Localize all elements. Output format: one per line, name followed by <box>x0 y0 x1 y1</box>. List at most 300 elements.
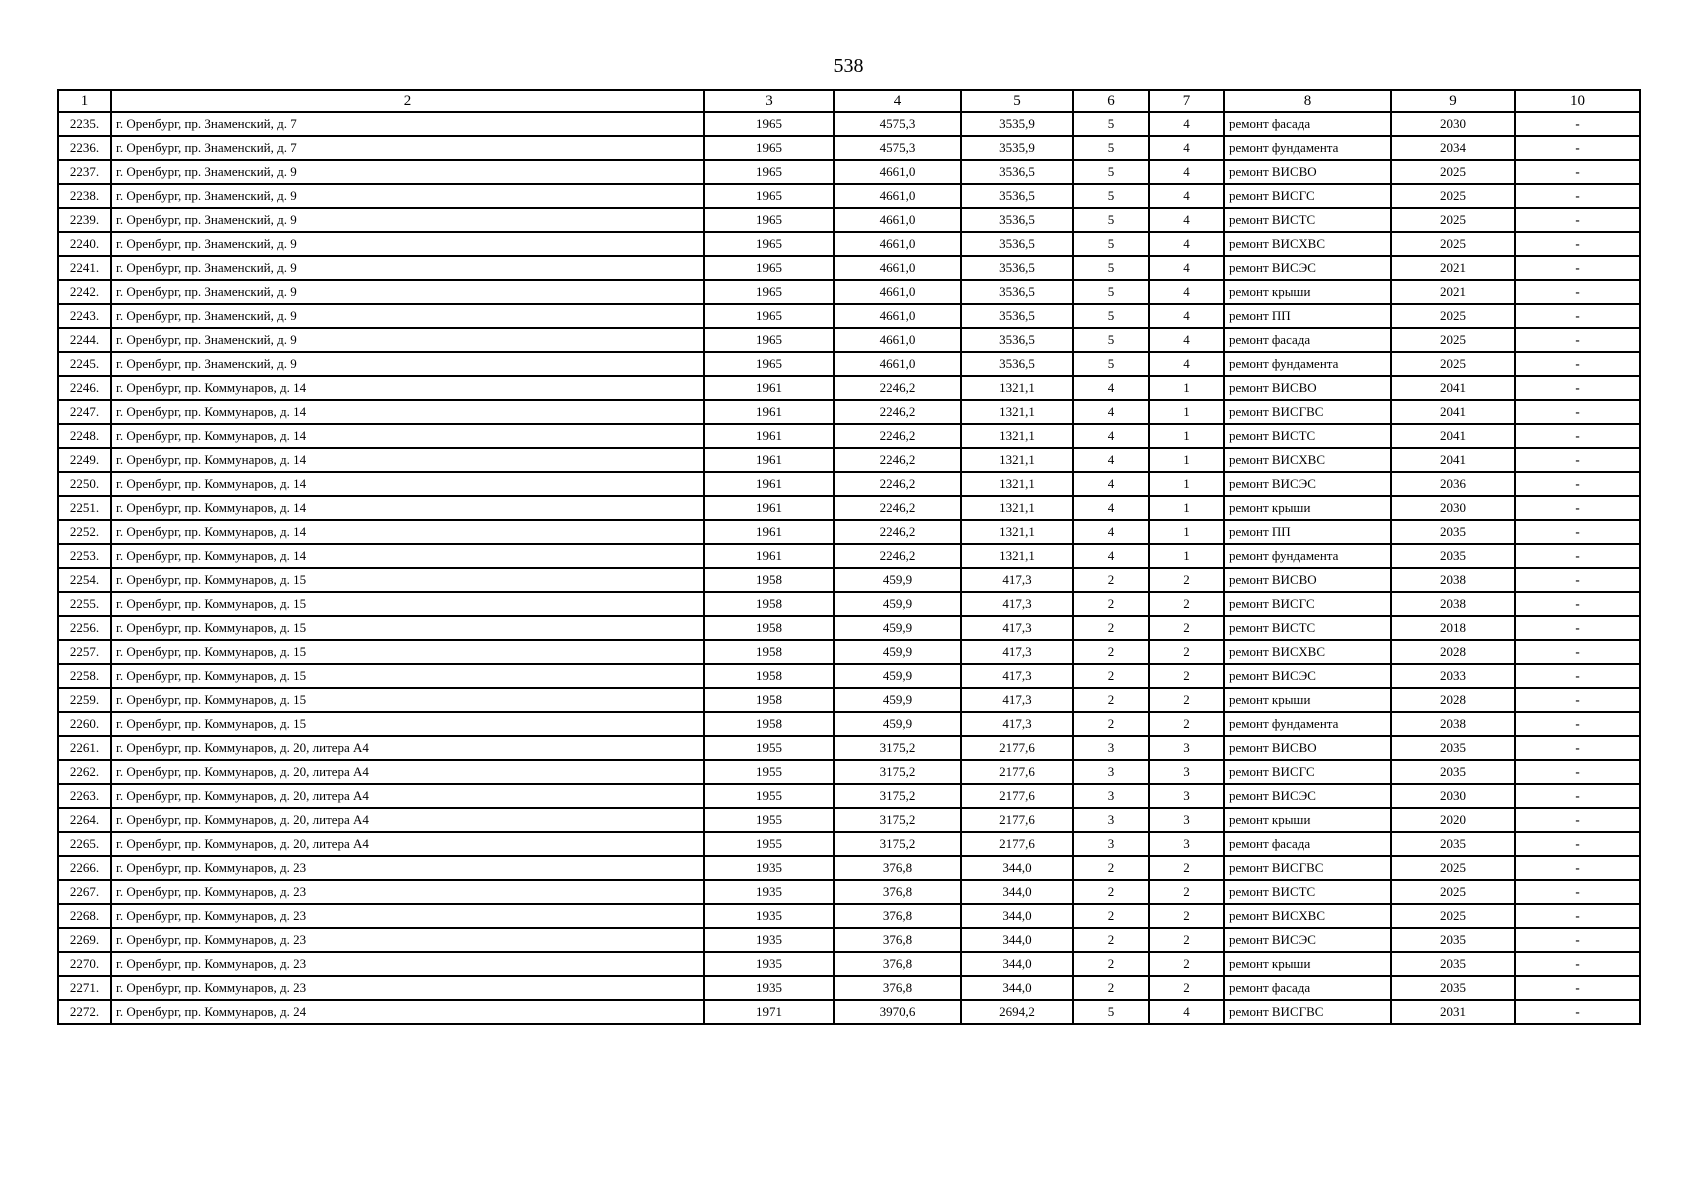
living-area-cell: 3536,5 <box>961 280 1073 304</box>
floors-cell: 5 <box>1073 352 1149 376</box>
entrances-cell: 4 <box>1149 352 1224 376</box>
row-number-cell: 2244. <box>58 328 111 352</box>
address-cell: г. Оренбург, пр. Коммунаров, д. 14 <box>111 472 704 496</box>
table-row <box>58 352 1640 376</box>
planned-year-cell: 2025 <box>1391 208 1515 232</box>
row-number-cell: 2247. <box>58 400 111 424</box>
note-cell: - <box>1515 664 1640 688</box>
row-number-cell: 2269. <box>58 928 111 952</box>
entrances-cell: 4 <box>1149 280 1224 304</box>
floors-cell: 2 <box>1073 952 1149 976</box>
address-cell: г. Оренбург, пр. Коммунаров, д. 14 <box>111 376 704 400</box>
year-built-cell: 1935 <box>704 928 834 952</box>
planned-year-cell: 2035 <box>1391 928 1515 952</box>
total-area-cell: 4661,0 <box>834 280 961 304</box>
total-area-cell: 459,9 <box>834 712 961 736</box>
row-number-cell: 2259. <box>58 688 111 712</box>
note-cell: - <box>1515 280 1640 304</box>
work-type-cell: ремонт ВИСЭС <box>1224 472 1391 496</box>
work-type-cell: ремонт ВИСВО <box>1224 736 1391 760</box>
total-area-cell: 376,8 <box>834 880 961 904</box>
address-cell: г. Оренбург, пр. Коммунаров, д. 14 <box>111 424 704 448</box>
year-built-cell: 1965 <box>704 352 834 376</box>
work-type-cell: ремонт ВИСГВС <box>1224 1000 1391 1024</box>
year-built-cell: 1961 <box>704 400 834 424</box>
total-area-cell: 4661,0 <box>834 328 961 352</box>
row-number-cell: 2258. <box>58 664 111 688</box>
floors-cell: 4 <box>1073 496 1149 520</box>
work-type-cell: ремонт ВИСГС <box>1224 760 1391 784</box>
row-number-cell: 2238. <box>58 184 111 208</box>
year-built-cell: 1965 <box>704 136 834 160</box>
entrances-cell: 2 <box>1149 904 1224 928</box>
year-built-cell: 1935 <box>704 880 834 904</box>
living-area-cell: 2177,6 <box>961 760 1073 784</box>
total-area-cell: 3970,6 <box>834 1000 961 1024</box>
entrances-cell: 3 <box>1149 832 1224 856</box>
total-area-cell: 2246,2 <box>834 520 961 544</box>
living-area-cell: 417,3 <box>961 616 1073 640</box>
address-cell: г. Оренбург, пр. Знаменский, д. 7 <box>111 112 704 136</box>
total-area-cell: 2246,2 <box>834 472 961 496</box>
table-row <box>58 928 1640 952</box>
note-cell: - <box>1515 112 1640 136</box>
address-cell: г. Оренбург, пр. Знаменский, д. 9 <box>111 304 704 328</box>
floors-cell: 2 <box>1073 928 1149 952</box>
planned-year-cell: 2025 <box>1391 184 1515 208</box>
year-built-cell: 1961 <box>704 496 834 520</box>
table-row <box>58 832 1640 856</box>
note-cell: - <box>1515 184 1640 208</box>
work-type-cell: ремонт фасада <box>1224 112 1391 136</box>
table-row <box>58 736 1640 760</box>
address-cell: г. Оренбург, пр. Коммунаров, д. 14 <box>111 448 704 472</box>
row-number-cell: 2256. <box>58 616 111 640</box>
total-area-cell: 2246,2 <box>834 400 961 424</box>
planned-year-cell: 2031 <box>1391 1000 1515 1024</box>
address-cell: г. Оренбург, пр. Коммунаров, д. 20, литера А4 <box>111 832 704 856</box>
floors-cell: 4 <box>1073 472 1149 496</box>
row-number-cell: 2249. <box>58 448 111 472</box>
planned-year-cell: 2025 <box>1391 304 1515 328</box>
note-cell: - <box>1515 376 1640 400</box>
living-area-cell: 2177,6 <box>961 736 1073 760</box>
note-cell: - <box>1515 496 1640 520</box>
note-cell: - <box>1515 136 1640 160</box>
table-row <box>58 616 1640 640</box>
entrances-cell: 4 <box>1149 136 1224 160</box>
note-cell: - <box>1515 952 1640 976</box>
year-built-cell: 1965 <box>704 184 834 208</box>
planned-year-cell: 2018 <box>1391 616 1515 640</box>
work-type-cell: ремонт фундамента <box>1224 352 1391 376</box>
table-row <box>58 400 1640 424</box>
entrances-cell: 4 <box>1149 304 1224 328</box>
note-cell: - <box>1515 352 1640 376</box>
work-type-cell: ремонт крыши <box>1224 808 1391 832</box>
living-area-cell: 3536,5 <box>961 256 1073 280</box>
note-cell: - <box>1515 232 1640 256</box>
floors-cell: 2 <box>1073 712 1149 736</box>
floors-cell: 4 <box>1073 520 1149 544</box>
floors-cell: 2 <box>1073 904 1149 928</box>
living-area-cell: 417,3 <box>961 688 1073 712</box>
address-cell: г. Оренбург, пр. Коммунаров, д. 15 <box>111 712 704 736</box>
note-cell: - <box>1515 856 1640 880</box>
work-type-cell: ремонт ВИСГС <box>1224 592 1391 616</box>
living-area-cell: 417,3 <box>961 592 1073 616</box>
living-area-cell: 344,0 <box>961 952 1073 976</box>
row-number-cell: 2262. <box>58 760 111 784</box>
repair-schedule-table <box>57 89 1641 1025</box>
table-row <box>58 424 1640 448</box>
column-header: 5 <box>961 90 1073 112</box>
table-row <box>58 640 1640 664</box>
planned-year-cell: 2025 <box>1391 856 1515 880</box>
floors-cell: 2 <box>1073 592 1149 616</box>
entrances-cell: 3 <box>1149 784 1224 808</box>
note-cell: - <box>1515 688 1640 712</box>
table-row <box>58 448 1640 472</box>
row-number-cell: 2267. <box>58 880 111 904</box>
planned-year-cell: 2030 <box>1391 784 1515 808</box>
table-row <box>58 1000 1640 1024</box>
year-built-cell: 1965 <box>704 208 834 232</box>
living-area-cell: 1321,1 <box>961 400 1073 424</box>
row-number-cell: 2246. <box>58 376 111 400</box>
row-number-cell: 2264. <box>58 808 111 832</box>
note-cell: - <box>1515 784 1640 808</box>
year-built-cell: 1955 <box>704 736 834 760</box>
note-cell: - <box>1515 208 1640 232</box>
year-built-cell: 1961 <box>704 376 834 400</box>
entrances-cell: 2 <box>1149 880 1224 904</box>
entrances-cell: 2 <box>1149 688 1224 712</box>
entrances-cell: 2 <box>1149 592 1224 616</box>
year-built-cell: 1961 <box>704 472 834 496</box>
address-cell: г. Оренбург, пр. Коммунаров, д. 15 <box>111 568 704 592</box>
planned-year-cell: 2034 <box>1391 136 1515 160</box>
work-type-cell: ремонт ПП <box>1224 304 1391 328</box>
total-area-cell: 3175,2 <box>834 760 961 784</box>
living-area-cell: 2177,6 <box>961 784 1073 808</box>
year-built-cell: 1965 <box>704 112 834 136</box>
planned-year-cell: 2025 <box>1391 328 1515 352</box>
table-row <box>58 208 1640 232</box>
living-area-cell: 3536,5 <box>961 352 1073 376</box>
entrances-cell: 2 <box>1149 568 1224 592</box>
entrances-cell: 3 <box>1149 808 1224 832</box>
year-built-cell: 1961 <box>704 544 834 568</box>
living-area-cell: 1321,1 <box>961 448 1073 472</box>
work-type-cell: ремонт ВИСХВС <box>1224 448 1391 472</box>
floors-cell: 5 <box>1073 232 1149 256</box>
address-cell: г. Оренбург, пр. Коммунаров, д. 23 <box>111 928 704 952</box>
address-cell: г. Оренбург, пр. Знаменский, д. 9 <box>111 256 704 280</box>
planned-year-cell: 2030 <box>1391 112 1515 136</box>
column-header: 7 <box>1149 90 1224 112</box>
living-area-cell: 3536,5 <box>961 160 1073 184</box>
work-type-cell: ремонт ВИСГВС <box>1224 400 1391 424</box>
address-cell: г. Оренбург, пр. Коммунаров, д. 20, литера А4 <box>111 808 704 832</box>
note-cell: - <box>1515 904 1640 928</box>
living-area-cell: 417,3 <box>961 712 1073 736</box>
address-cell: г. Оренбург, пр. Коммунаров, д. 14 <box>111 544 704 568</box>
floors-cell: 3 <box>1073 760 1149 784</box>
column-header: 10 <box>1515 90 1640 112</box>
table-row <box>58 520 1640 544</box>
floors-cell: 4 <box>1073 400 1149 424</box>
total-area-cell: 3175,2 <box>834 808 961 832</box>
living-area-cell: 3536,5 <box>961 208 1073 232</box>
note-cell: - <box>1515 568 1640 592</box>
work-type-cell: ремонт ВИСТС <box>1224 208 1391 232</box>
year-built-cell: 1958 <box>704 640 834 664</box>
total-area-cell: 4661,0 <box>834 184 961 208</box>
planned-year-cell: 2038 <box>1391 592 1515 616</box>
entrances-cell: 3 <box>1149 760 1224 784</box>
work-type-cell: ремонт фасада <box>1224 832 1391 856</box>
row-number-cell: 2255. <box>58 592 111 616</box>
row-number-cell: 2254. <box>58 568 111 592</box>
year-built-cell: 1958 <box>704 568 834 592</box>
row-number-cell: 2271. <box>58 976 111 1000</box>
year-built-cell: 1955 <box>704 760 834 784</box>
table-row <box>58 688 1640 712</box>
total-area-cell: 4661,0 <box>834 160 961 184</box>
note-cell: - <box>1515 808 1640 832</box>
planned-year-cell: 2036 <box>1391 472 1515 496</box>
table-row <box>58 808 1640 832</box>
note-cell: - <box>1515 1000 1640 1024</box>
entrances-cell: 4 <box>1149 208 1224 232</box>
table-row <box>58 784 1640 808</box>
note-cell: - <box>1515 712 1640 736</box>
entrances-cell: 2 <box>1149 640 1224 664</box>
year-built-cell: 1935 <box>704 904 834 928</box>
total-area-cell: 4575,3 <box>834 112 961 136</box>
table-row <box>58 856 1640 880</box>
work-type-cell: ремонт крыши <box>1224 952 1391 976</box>
entrances-cell: 4 <box>1149 184 1224 208</box>
floors-cell: 3 <box>1073 736 1149 760</box>
living-area-cell: 1321,1 <box>961 424 1073 448</box>
row-number-cell: 2268. <box>58 904 111 928</box>
entrances-cell: 1 <box>1149 472 1224 496</box>
living-area-cell: 417,3 <box>961 568 1073 592</box>
row-number-cell: 2261. <box>58 736 111 760</box>
entrances-cell: 3 <box>1149 736 1224 760</box>
planned-year-cell: 2035 <box>1391 544 1515 568</box>
work-type-cell: ремонт ВИСХВС <box>1224 904 1391 928</box>
living-area-cell: 1321,1 <box>961 496 1073 520</box>
entrances-cell: 1 <box>1149 544 1224 568</box>
floors-cell: 5 <box>1073 112 1149 136</box>
table-row <box>58 544 1640 568</box>
year-built-cell: 1965 <box>704 328 834 352</box>
row-number-cell: 2235. <box>58 112 111 136</box>
year-built-cell: 1965 <box>704 232 834 256</box>
year-built-cell: 1965 <box>704 160 834 184</box>
address-cell: г. Оренбург, пр. Знаменский, д. 9 <box>111 328 704 352</box>
work-type-cell: ремонт ПП <box>1224 520 1391 544</box>
floors-cell: 5 <box>1073 280 1149 304</box>
living-area-cell: 2177,6 <box>961 808 1073 832</box>
total-area-cell: 459,9 <box>834 688 961 712</box>
year-built-cell: 1935 <box>704 952 834 976</box>
total-area-cell: 459,9 <box>834 640 961 664</box>
total-area-cell: 3175,2 <box>834 784 961 808</box>
table-row <box>58 976 1640 1000</box>
table-row <box>58 160 1640 184</box>
note-cell: - <box>1515 928 1640 952</box>
note-cell: - <box>1515 616 1640 640</box>
floors-cell: 5 <box>1073 208 1149 232</box>
address-cell: г. Оренбург, пр. Коммунаров, д. 15 <box>111 592 704 616</box>
row-number-cell: 2245. <box>58 352 111 376</box>
address-cell: г. Оренбург, пр. Коммунаров, д. 14 <box>111 400 704 424</box>
address-cell: г. Оренбург, пр. Коммунаров, д. 23 <box>111 952 704 976</box>
planned-year-cell: 2028 <box>1391 688 1515 712</box>
planned-year-cell: 2021 <box>1391 256 1515 280</box>
entrances-cell: 1 <box>1149 520 1224 544</box>
year-built-cell: 1965 <box>704 256 834 280</box>
living-area-cell: 3536,5 <box>961 232 1073 256</box>
work-type-cell: ремонт ВИСГС <box>1224 184 1391 208</box>
row-number-cell: 2248. <box>58 424 111 448</box>
year-built-cell: 1958 <box>704 664 834 688</box>
row-number-cell: 2243. <box>58 304 111 328</box>
planned-year-cell: 2020 <box>1391 808 1515 832</box>
total-area-cell: 4661,0 <box>834 208 961 232</box>
total-area-cell: 2246,2 <box>834 496 961 520</box>
year-built-cell: 1955 <box>704 784 834 808</box>
total-area-cell: 4575,3 <box>834 136 961 160</box>
total-area-cell: 4661,0 <box>834 232 961 256</box>
address-cell: г. Оренбург, пр. Знаменский, д. 9 <box>111 232 704 256</box>
note-cell: - <box>1515 472 1640 496</box>
floors-cell: 5 <box>1073 1000 1149 1024</box>
column-header: 2 <box>111 90 704 112</box>
planned-year-cell: 2025 <box>1391 352 1515 376</box>
page-number: 538 <box>833 55 864 77</box>
floors-cell: 2 <box>1073 856 1149 880</box>
floors-cell: 2 <box>1073 880 1149 904</box>
year-built-cell: 1958 <box>704 616 834 640</box>
note-cell: - <box>1515 160 1640 184</box>
table-row <box>58 664 1640 688</box>
table-row <box>58 112 1640 136</box>
planned-year-cell: 2041 <box>1391 424 1515 448</box>
planned-year-cell: 2038 <box>1391 712 1515 736</box>
year-built-cell: 1958 <box>704 712 834 736</box>
row-number-cell: 2250. <box>58 472 111 496</box>
work-type-cell: ремонт ВИСТС <box>1224 616 1391 640</box>
living-area-cell: 3536,5 <box>961 304 1073 328</box>
address-cell: г. Оренбург, пр. Коммунаров, д. 15 <box>111 640 704 664</box>
row-number-cell: 2260. <box>58 712 111 736</box>
living-area-cell: 1321,1 <box>961 472 1073 496</box>
entrances-cell: 4 <box>1149 160 1224 184</box>
planned-year-cell: 2025 <box>1391 232 1515 256</box>
note-cell: - <box>1515 520 1640 544</box>
year-built-cell: 1961 <box>704 424 834 448</box>
work-type-cell: ремонт ВИСВО <box>1224 376 1391 400</box>
floors-cell: 3 <box>1073 808 1149 832</box>
floors-cell: 2 <box>1073 664 1149 688</box>
address-cell: г. Оренбург, пр. Знаменский, д. 9 <box>111 352 704 376</box>
total-area-cell: 4661,0 <box>834 256 961 280</box>
table-row <box>58 256 1640 280</box>
column-header: 6 <box>1073 90 1149 112</box>
total-area-cell: 459,9 <box>834 664 961 688</box>
floors-cell: 4 <box>1073 448 1149 472</box>
address-cell: г. Оренбург, пр. Знаменский, д. 9 <box>111 208 704 232</box>
entrances-cell: 4 <box>1149 328 1224 352</box>
entrances-cell: 2 <box>1149 976 1224 1000</box>
note-cell: - <box>1515 832 1640 856</box>
table-header-row <box>58 90 1640 112</box>
entrances-cell: 4 <box>1149 232 1224 256</box>
note-cell: - <box>1515 328 1640 352</box>
planned-year-cell: 2035 <box>1391 760 1515 784</box>
planned-year-cell: 2035 <box>1391 952 1515 976</box>
work-type-cell: ремонт фундамента <box>1224 136 1391 160</box>
entrances-cell: 1 <box>1149 448 1224 472</box>
year-built-cell: 1965 <box>704 280 834 304</box>
total-area-cell: 376,8 <box>834 856 961 880</box>
floors-cell: 3 <box>1073 784 1149 808</box>
floors-cell: 2 <box>1073 688 1149 712</box>
address-cell: г. Оренбург, пр. Коммунаров, д. 20, литера А4 <box>111 760 704 784</box>
year-built-cell: 1958 <box>704 688 834 712</box>
entrances-cell: 1 <box>1149 400 1224 424</box>
table-row <box>58 472 1640 496</box>
address-cell: г. Оренбург, пр. Коммунаров, д. 23 <box>111 976 704 1000</box>
living-area-cell: 3535,9 <box>961 112 1073 136</box>
column-header: 3 <box>704 90 834 112</box>
year-built-cell: 1971 <box>704 1000 834 1024</box>
row-number-cell: 2265. <box>58 832 111 856</box>
planned-year-cell: 2038 <box>1391 568 1515 592</box>
table-row <box>58 496 1640 520</box>
entrances-cell: 1 <box>1149 376 1224 400</box>
address-cell: г. Оренбург, пр. Коммунаров, д. 15 <box>111 616 704 640</box>
floors-cell: 5 <box>1073 256 1149 280</box>
year-built-cell: 1955 <box>704 808 834 832</box>
total-area-cell: 3175,2 <box>834 736 961 760</box>
total-area-cell: 2246,2 <box>834 448 961 472</box>
work-type-cell: ремонт ВИСТС <box>1224 880 1391 904</box>
work-type-cell: ремонт ВИСХВС <box>1224 640 1391 664</box>
address-cell: г. Оренбург, пр. Знаменский, д. 9 <box>111 280 704 304</box>
table-row <box>58 184 1640 208</box>
planned-year-cell: 2021 <box>1391 280 1515 304</box>
total-area-cell: 4661,0 <box>834 352 961 376</box>
table-row <box>58 568 1640 592</box>
row-number-cell: 2270. <box>58 952 111 976</box>
total-area-cell: 2246,2 <box>834 424 961 448</box>
row-number-cell: 2236. <box>58 136 111 160</box>
row-number-cell: 2251. <box>58 496 111 520</box>
total-area-cell: 3175,2 <box>834 832 961 856</box>
floors-cell: 2 <box>1073 568 1149 592</box>
address-cell: г. Оренбург, пр. Знаменский, д. 9 <box>111 184 704 208</box>
total-area-cell: 376,8 <box>834 952 961 976</box>
note-cell: - <box>1515 400 1640 424</box>
entrances-cell: 1 <box>1149 424 1224 448</box>
entrances-cell: 2 <box>1149 952 1224 976</box>
